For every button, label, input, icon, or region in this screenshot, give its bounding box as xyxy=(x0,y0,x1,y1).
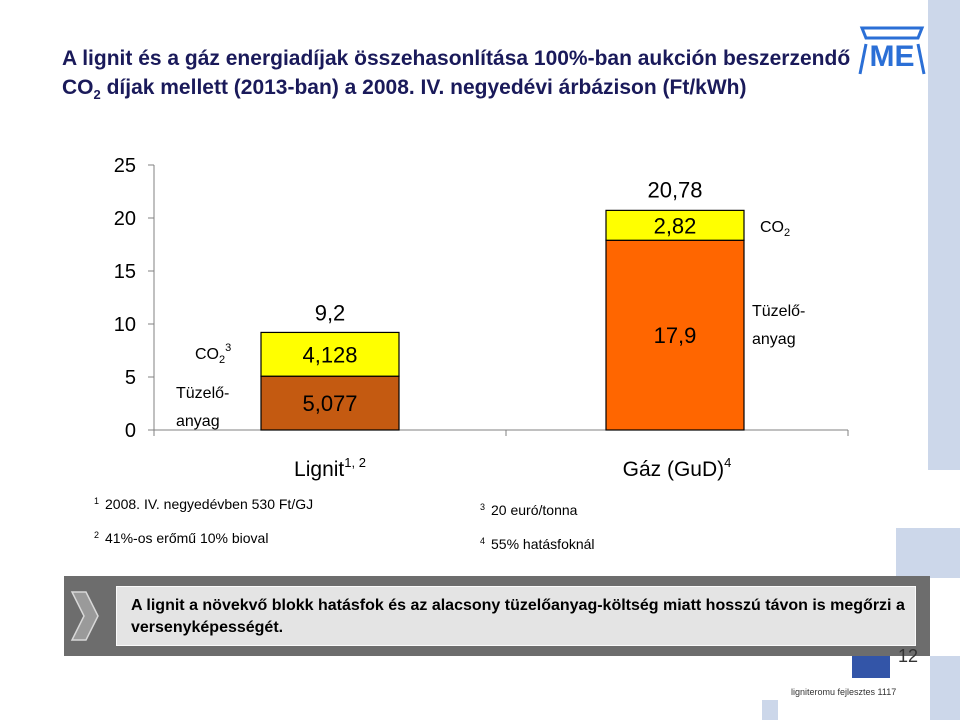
y-tick-label-5: 5 xyxy=(124,367,136,389)
conclusion-callout xyxy=(64,576,930,656)
logo-text: ME xyxy=(869,40,915,73)
y-tick-label-10: 10 xyxy=(113,314,136,336)
annotation-gas-fuel-line2: anyag xyxy=(752,331,796,348)
category-superscript-0: 1, 2 xyxy=(344,455,366,470)
category-name-0: Lignit xyxy=(294,458,345,481)
annotation-lignit-co2-subscript: 2 xyxy=(219,354,226,366)
bar-label-0-series-0: 5,077 xyxy=(302,391,358,417)
footnote-3-text: 20 euró/tonna xyxy=(491,502,578,518)
annotation-gas-fuel-line1: Tüzelő- xyxy=(752,303,806,320)
y-tick-label-0: 0 xyxy=(124,420,136,442)
callout-text: A lignit a növekvő blokk hatásfok és az alacsony tüzelőanyag-költség miatt hosszú távon is megőrzi a versenyképességét. xyxy=(131,597,905,636)
footnote-4-text: 55% hatásfoknál xyxy=(491,536,595,552)
footnote-4-number: 4 xyxy=(480,536,486,546)
annotation-gas-co2 xyxy=(760,219,790,239)
category-label-0 xyxy=(294,455,366,481)
footnote-1 xyxy=(94,496,313,512)
total-label-0: 9,2 xyxy=(314,300,346,326)
footnote-1-text: 2008. IV. negyedévben 530 Ft/GJ xyxy=(105,496,314,512)
footnote-2-number: 2 xyxy=(94,530,100,540)
title-part2: díjak mellett (2013-ban) a 2008. IV. negyedévi árbázison (Ft/kWh) xyxy=(100,76,747,99)
chevron-right-icon xyxy=(70,582,100,650)
bar-label-1-series-0: 17,9 xyxy=(653,323,697,349)
annotation-lignit-co2 xyxy=(195,342,231,366)
annotation-gas-co2-subscript: 2 xyxy=(784,227,791,239)
annotation-lignit-fuel-line1: Tüzelő- xyxy=(176,385,230,402)
bar-label-0-series-1: 4,128 xyxy=(302,342,358,368)
title-subscript: 2 xyxy=(93,87,101,103)
y-tick-label-25: 25 xyxy=(113,155,136,177)
annotation-lignit-co2-superscript: 3 xyxy=(225,342,232,354)
footnote-4 xyxy=(480,536,595,552)
footer-code: ligniteromu fejlesztes 1117 xyxy=(791,687,897,697)
bar-label-1-series-1: 2,82 xyxy=(653,213,697,239)
title-part1: A lignit és a gáz energiadíjak összehasonlítása 100%-ban aukción beszerzendő CO xyxy=(62,47,851,99)
footnote-1-number: 1 xyxy=(94,496,100,506)
footnote-2 xyxy=(94,530,268,546)
footnote-3 xyxy=(480,502,577,518)
total-label-1: 20,78 xyxy=(647,177,703,203)
annotation-gas-co2-base: CO xyxy=(760,219,784,236)
footnote-3-number: 3 xyxy=(480,502,486,512)
category-superscript-1: 4 xyxy=(724,455,732,470)
footnote-2-text: 41%-os erőmű 10% bioval xyxy=(105,530,269,546)
category-name-1: Gáz (GuD) xyxy=(622,458,725,481)
annotation-lignit-fuel-line2: anyag xyxy=(176,413,220,430)
y-tick-label-20: 20 xyxy=(113,208,136,230)
page-number: 12 xyxy=(898,646,919,666)
annotation-lignit-co2-base: CO xyxy=(195,346,219,363)
y-tick-label-15: 15 xyxy=(113,261,136,283)
category-label-1 xyxy=(623,455,732,481)
callout-panel xyxy=(116,586,916,646)
